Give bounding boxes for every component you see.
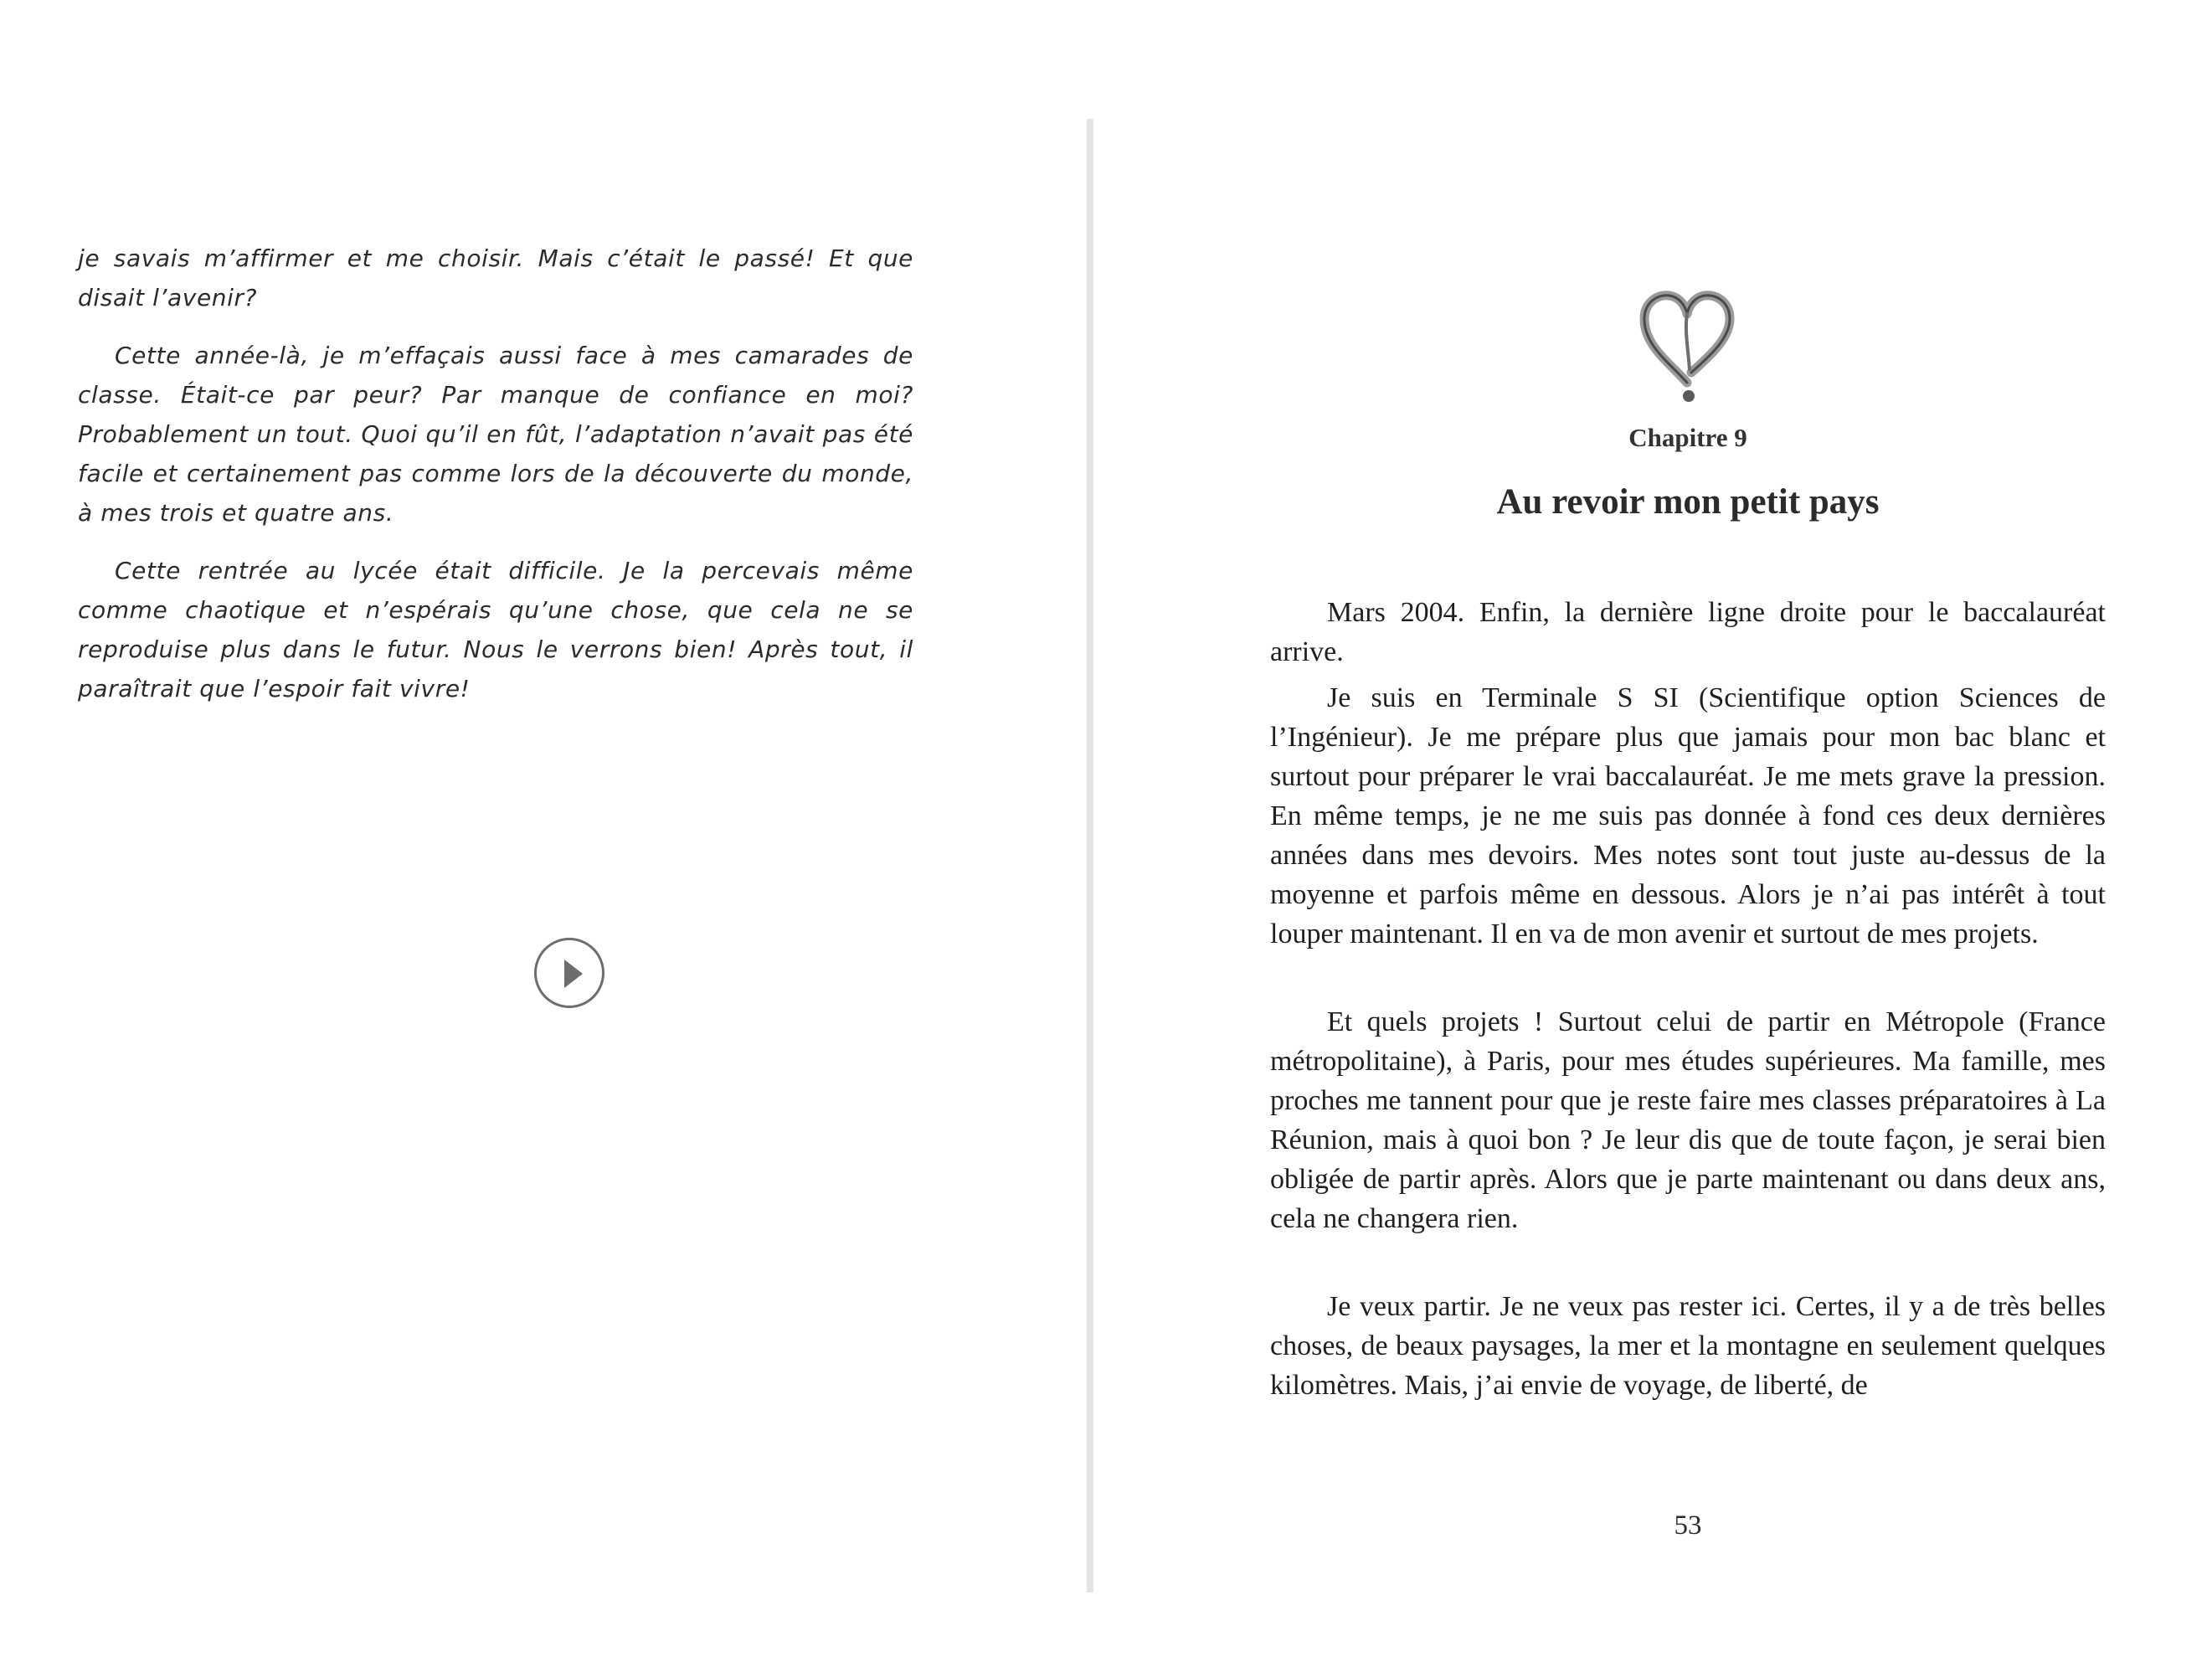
page-gutter [1087,119,1093,1593]
chapter-label: Chapitre 9 [1628,423,1747,452]
right-paragraph-2: Je suis en Terminale S SI (Scientifique option Sciences de l’Ingénieur). Je me prépare plus que jamais pour mon bac blanc et surtout pour préparer le vrai baccalauréat. Je me mets grave la pression. En même temps, je ne me suis pas donnée à fond ces deux dernières années dans mes devoirs. Mes notes sont tout juste au-dessus de la moyenne et parfois même en dessous. Alors je n’ai pas intérêt à tout louper maintenant. Il en va de mon avenir et surtout de mes projets. [1270,682,2106,949]
left-paragraph-3: Cette rentrée au lycée était difficile. Je la percevais même comme chaotique et n’espérais qu’une chose, que cela ne se reproduise plus dans le futur. Nous le verrons bien! Après tout, il paraîtrait que l’espoir fait vivre! [78,557,913,702]
heart-question-mark-icon [1636,289,1738,406]
right-paragraph-3: Et quels projets ! Surtout celui de partir en Métropole (France métropolitaine), à Paris, pour mes études supérieures. Ma famille, mes proches me tannent pour que je reste faire mes classes préparatoires à La Réunion, mais à quoi bon ? Je leur dis que de toute façon, je serai bien obligée de partir après. Alors que je parte maintenant ou dans deux ans, cela ne changera rien. [1270,1006,2106,1234]
right-paragraph-4: Je veux partir. Je ne veux pas rester ici. Certes, il y a de très belles choses, de beaux paysages, la mer et la montagne en seulement quelques kilomètres. Mais, j’ai envie de voyage, de liberté, de [1270,1291,2106,1401]
left-paragraph-1: je savais m’affirmer et me choisir. Mais c’était le passé! Et que disait l’avenir? [78,244,913,311]
left-page [78,239,913,727]
right-paragraph-1: Mars 2004. Enfin, la dernière ligne droite pour le baccalauréat arrive. [1270,597,2106,667]
play-icon [564,960,583,988]
chapter-body [1270,593,2106,1412]
left-paragraph-2: Cette année-là, je m’effaçais aussi face à mes camarades de classe. Était-ce par peur? Par manque de confiance en moi? Probablement un tout. Quoi qu’il en fût, l’adaptation n’avait pas été facile et certainement pas comme lors de la découverte du monde, à mes trois et quatre ans. [78,342,913,527]
page-number: 53 [1674,1510,1702,1541]
chapter-title: Au revoir mon petit pays [1496,482,1880,522]
right-page [1270,0,2106,1662]
play-button[interactable] [534,938,604,1008]
